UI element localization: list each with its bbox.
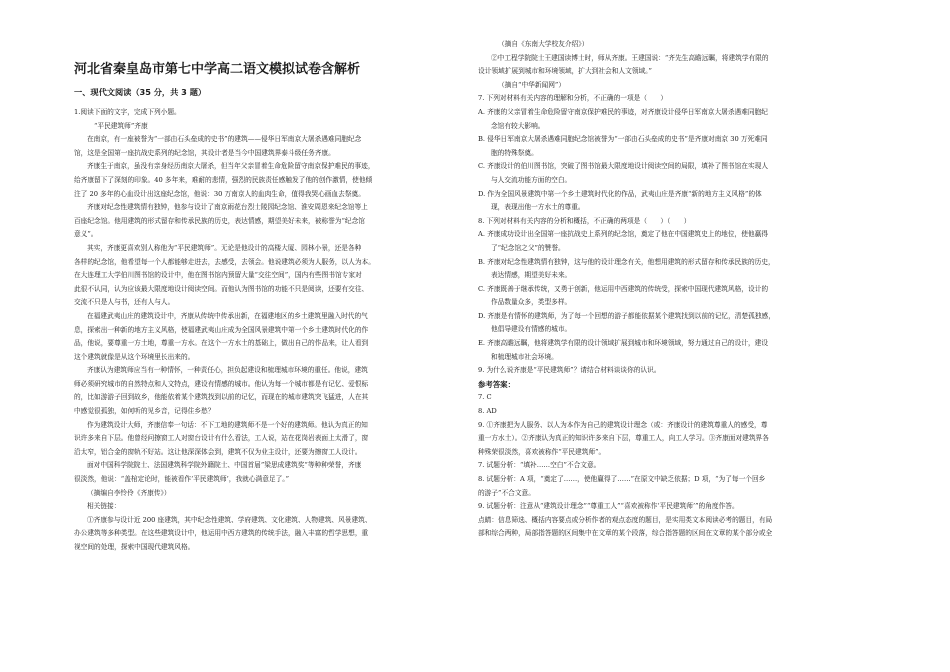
text-line: 现，表现出他一方水土的尊重。 [491, 203, 585, 212]
text-line: 8. AD [478, 407, 497, 416]
text-line: D. 作为全国风景建筑中第一个乡土建筑时代化的作品，武夷山庄是齐康“新的地方主义风格”的体 [478, 189, 762, 198]
text-line: A. 齐康成功设计出全国第一座抗战史上系列的纪念馆，奠定了他在中国建筑史上的地位，使他赢得 [478, 230, 768, 239]
text-line: 7. 下列对材料有关内容的理解和分析，不正确的一项是（ ） [478, 94, 668, 103]
text-line: 1.阅读下面的文字，完成下列小题。 [74, 108, 181, 116]
text-line: （摘自《东南大学校友介绍》） [498, 40, 589, 48]
text-line: B. 侵华日军南京大屠杀遇难同胞纪念馆被誉为“一部由石头垒成的史书”是齐康对南京 30 万死难同 [478, 135, 768, 144]
text-line: 视空间的处理，探索中国现代建筑风格。 [74, 543, 195, 551]
text-line: 交流不只是人与书，还有人与人。 [74, 298, 175, 307]
text-line: 他倡导建设有情感的城市。 [491, 325, 572, 334]
text-line: 在大连理工大学伯川图书馆的设计中，他在图书馆内预留大量“交往空间”，国内有些图书馆专家对 [74, 271, 362, 280]
text-line: 办公建筑等多种类型。在这些建筑设计中，他运用中西方建筑的传统手法，融入丰富的哲学思想，重 [74, 529, 369, 538]
text-line: 注了 20 多年的心血设计出这座纪念馆，他说：30 万南京人的血肉生命，值得我哭心画血去祭奠。 [74, 189, 365, 198]
left-column [74, 38, 474, 555]
text-line: D. 齐康是有情怀的建筑师，为了每一个回想的游子都能依据某个建筑找到以前的记忆，清楚孤独感， [478, 311, 775, 320]
text-line: 设计领域扩展到城市和环境领域，扩大到社会和人文领域。” [478, 67, 652, 76]
text-line: 百座纪念馆。他用建筑的形式留存和传承民族的历史，表达情感，期望美好未来，被称誉为“纪念馆 [74, 216, 365, 225]
text-line: 沿太窄，铝合金的窗轨不好站。这让他深深体会到，建筑不仅为业主设计，还要为擦窗工人设计。 [74, 447, 362, 456]
text-line: A. 齐康的父亲冒着生命危险留守南京保护难民的事迹，对齐康设计侵华日军南京大屠杀遇难同胞纪 [478, 107, 768, 116]
text-line: 齐康生于南京，虽没有亲身经历南京大屠杀，但当年父亲冒着生命危险留守南京保护难民的事迹， [87, 162, 375, 171]
text-line: 其实，齐康更喜欢别人称他为“平民建筑师”。无论是他设计的高楼大厦、园林小景，还是各种 [87, 243, 362, 252]
document-title: 河北省秦皇岛市第七中学高二语文模拟试卷含解析 [74, 62, 361, 77]
text-line: 8. 下列对材料有关内容的分析和概括，不正确的两项是（ ）（ ） [478, 216, 691, 225]
text-line: C. 齐康设计的伯川图书馆，突破了图书馆最大限度地设计阅读空间的局限，填补了图书馆在实现人 [478, 162, 769, 171]
text-line: 重一方水土）。②齐康认为真正的知识许多来自下层，尊重工人，向工人学习。③齐康面对建筑界各 [478, 434, 769, 443]
text-line: ①齐康参与设计近 200 座建筑，其中纪念性建筑、学府建筑、文化建筑、人物建筑、风景建筑、 [87, 515, 372, 524]
text-line: 馆，这是全国第一座抗战史系列的纪念馆，其设计者是当今中国建筑界泰斗级任务齐康。 [74, 148, 335, 157]
text-line: 此很不认同，认为应该最大限度地设计阅读空间。而他认为图书馆的功能不只是阅读，还要有交往、 [74, 284, 369, 293]
text-line: 与人交流功能方面的空白。 [491, 175, 572, 184]
text-line: 在福建武夷山庄的建筑设计中，齐康从传统中传承出新，在福建地区的乡土建筑里融入时代的气 [87, 311, 368, 320]
text-line: 9. 试题分析：注意从“建筑设计理念”“尊重工人”“喜欢被称作‘平民建筑师’”的角度作答。 [478, 502, 739, 511]
text-line: 相关链接： [87, 502, 121, 511]
text-line: 9. ①齐康把为人服务、以人为本作为自己的建筑设计理念（或：齐康设计的建筑尊重人的感受，尊 [478, 420, 768, 429]
text-line: 各样的纪念馆，他希望每一个人都能够走进去，去感受，去领会。他说建筑必须为人服务，以人为本。 [74, 257, 375, 266]
text-line: 的游子”不合文意。 [478, 488, 535, 497]
text-line: 表达情感，期望美好未来。 [491, 271, 572, 280]
text-line: 中感觉很孤独，如何听的见乡音，记得住乡愁？ [74, 407, 215, 416]
text-line: 品，他说，要尊重一方土地，尊重一方水。在这个一方水土的基础上，做出自己的作品来，让人看到 [74, 339, 369, 348]
section-heading: 一、现代文阅读（35 分，共 3 题） [74, 87, 207, 97]
text-line: 识许多来自下层。他曾经问擦窗工人对窗台设计有什么看法，工人说，站在花岗岩表面上太滑了，窗 [74, 434, 369, 443]
text-line: （摘编自李怜伶《齐康传》） [87, 488, 171, 497]
text-line: 种殊荣很淡然，喜欢被称作“平民建筑师”。 [478, 447, 606, 456]
text-line: 参考答案： [478, 379, 515, 389]
text-line: B. 齐康对纪念性建筑情有独钟，这与他的设计理念有关，他想用建筑的形式留存和传承民族的历史， [478, 257, 775, 266]
text-line: 齐康对纪念性建筑情有独钟，他参与设计了南京雨花台烈士陵园纪念馆、淮安周恩来纪念馆等上 [87, 203, 368, 212]
text-line: 息，探索出一种新的地方主义风格，使福建武夷山庄成为全国风景建筑中第一个乡土建筑时代化的作 [74, 325, 369, 334]
text-line: （摘自“中华新闻网”） [498, 80, 566, 89]
text-line: 了“纪念馆之父”的赞誉。 [491, 243, 565, 252]
text-line: 作品数量众多，类型多样。 [491, 298, 572, 307]
text-line: 面对中国科学院院士、法国建筑科学院外籍院士、中国首届”梁思成建筑奖“等种种荣誉，齐康 [87, 461, 362, 470]
text-line: 的，比如游游子回到故乡，他能依着某个建筑找到以前的记忆，而现在的城市建筑突飞猛进，人在其 [74, 393, 369, 402]
text-line: 8. 试题分析：A 项，“奠定了……，使他赢得了……”在原文中缺乏依据；D 项，“为了每一个回乡 [478, 475, 766, 483]
text-line: 给齐康留下了深刻的印象。40 多年来，难耐的悲情，强烈的民族责任感触发了他的创作激情，使他倾 [74, 175, 373, 184]
text-line: 在南京，有一座被誉为“一部由石头垒成的史书”的建筑——侵华日军南京大屠杀遇难同胞纪念 [87, 135, 362, 144]
text-line: 意义”。 [74, 230, 98, 239]
text-line: 9. 为什么说齐康是“平民建筑师”？请结合材料谈谈你的认识。 [478, 366, 661, 375]
text-line: 齐康认为建筑师应当有一种情怀，一种责任心，担负起建设和梳理城市环境的重任。他说，建筑 [87, 366, 368, 375]
text-line: 念馆有较大影响。 [491, 121, 545, 130]
right-text-block [478, 38, 878, 541]
text-line: 作为建筑设计大师，齐康信奉一句话：不下工地的建筑师不是一个好的建筑师。他认为真正的知 [87, 420, 368, 429]
text-line: 部和综合两种，局部指答题的区间集中在文章的某个段落，综合指答题的区间在文章的某个部分或全 [478, 529, 773, 538]
text-line: 这个建筑就像是从这个环境里长出来的。 [74, 352, 195, 361]
text-line: 师必须研究城市的自然特点和人文特点，建设有情感的城市。他认为每一个城市都是有记忆、爱恨标 [74, 379, 369, 388]
text-line: 7. 试题分析：“填补……空白”不合文意。 [478, 461, 601, 470]
text-line: C. 齐康既善于继承传统，又勇于创新，他运用中西建筑的传统受，探索中国现代建筑风格，设计的 [478, 284, 769, 293]
text-line: 很淡然，他说：“盖棺定论时，能被看作‘平民建筑师’，我就心满意足了。” [74, 475, 290, 484]
text-line: ②中工程学院院士王建国读博士时，师从齐康。王建国说：“齐先生高瞻远瞩，将建筑学有限的 [491, 53, 769, 62]
text-line: “平民建筑师”齐康 [94, 121, 148, 130]
text-line: 点睛：信息筛选、概括内容要点或分析作者的观点态度的题目，是实用类文本阅读必考的题目，有局 [478, 515, 773, 524]
text-line: 和梳理城市社会环境。 [491, 352, 558, 361]
text-line: E. 齐康高瞻远瞩，他将建筑学有限的设计领域扩展到城市和环境领域，努力通过自己的设计，建设 [478, 339, 769, 348]
left-text-block [74, 106, 474, 555]
text-line: 7. C [478, 393, 492, 402]
right-column [478, 38, 878, 541]
text-line: 胞的特殊祭奠。 [491, 148, 538, 157]
